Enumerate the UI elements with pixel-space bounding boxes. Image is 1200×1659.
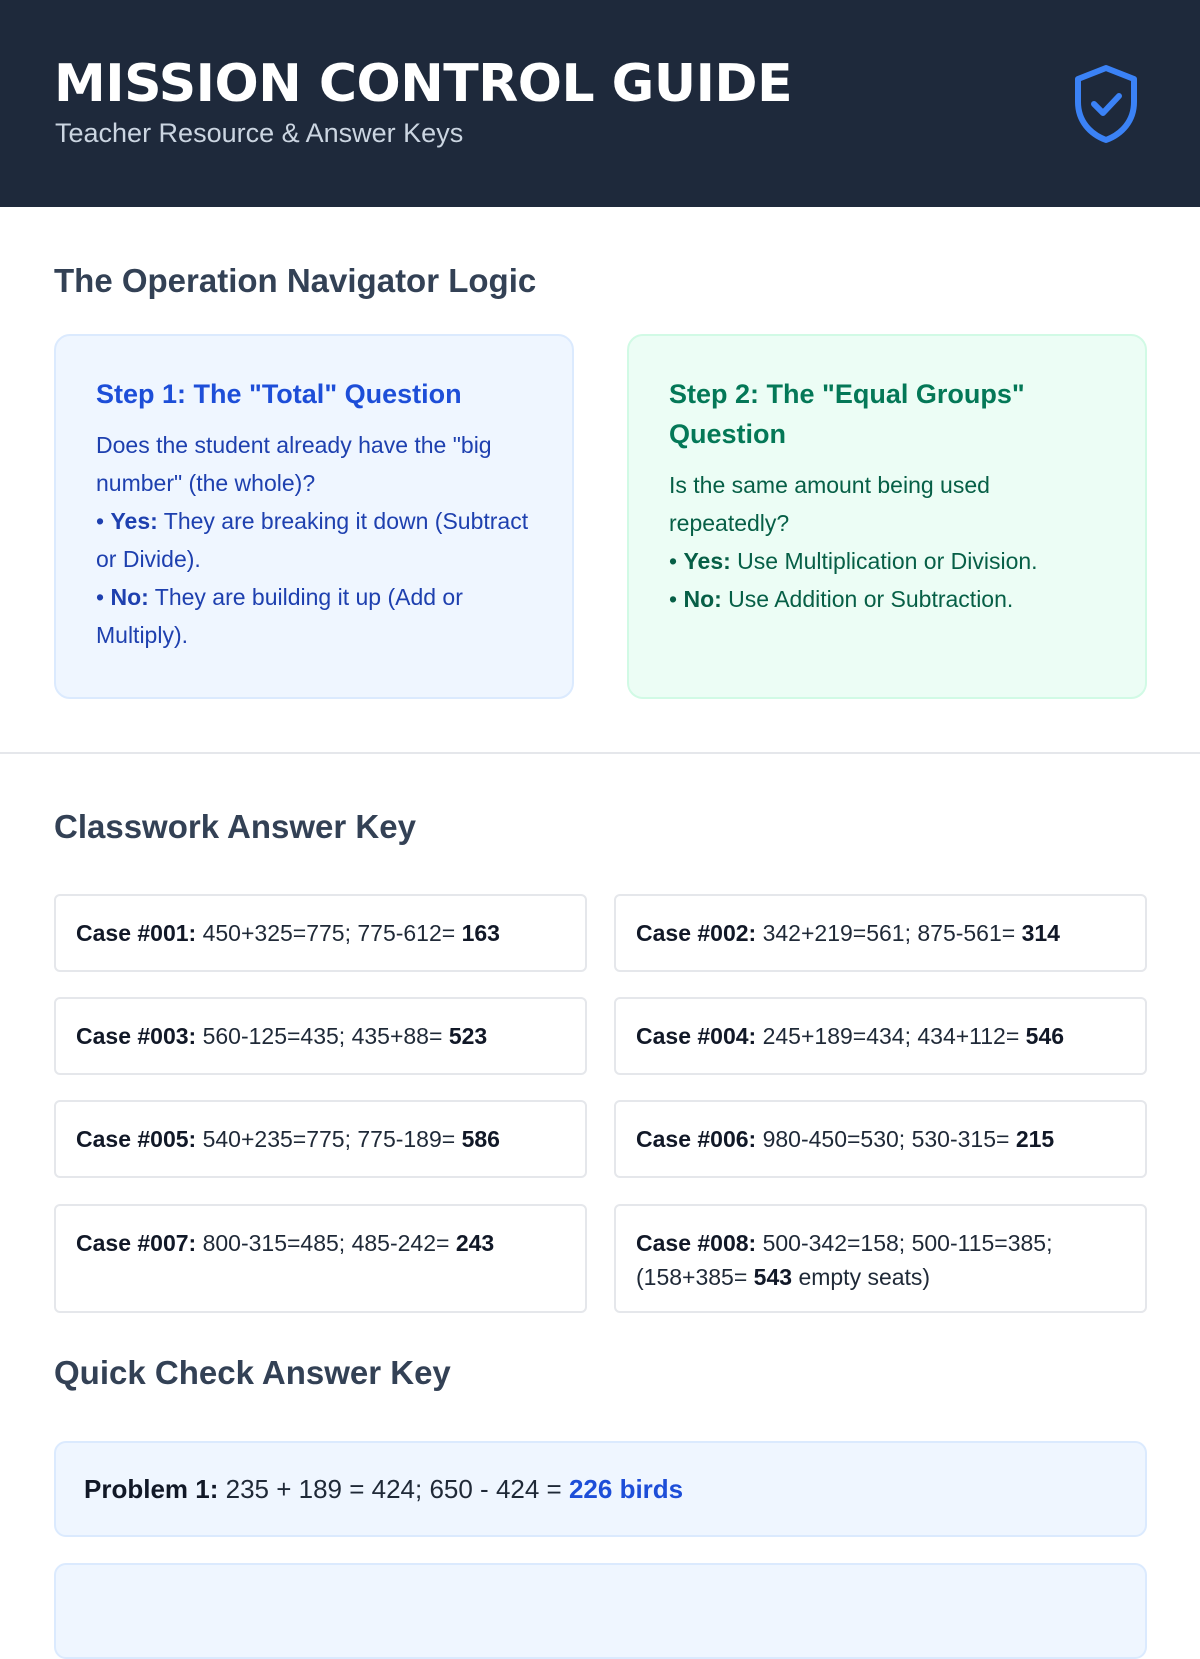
step2-yes-item: • Yes: Use Multiplication or Division. [669,548,1038,574]
case-label: Case #006: [636,1126,757,1152]
case-work: 560-125=435; 435+88= [202,1023,443,1049]
problem-work: 235 + 189 = 424; 650 - 424 = [225,1474,562,1504]
step1-yes-item: • Yes: They are breaking it down (Subtract or Divide). [96,508,529,572]
step2-yes-text: Use Multiplication or Division. [737,548,1038,574]
page-title: MISSION CONTROL GUIDE [54,54,793,114]
case-work: 245+189=434; 434+112= [762,1023,1020,1049]
shield-check-icon [1072,64,1140,144]
quick-check-problem [54,1563,1147,1659]
page-header [0,0,1200,207]
case-card [614,1100,1147,1178]
case-card [54,894,587,972]
case-card [614,894,1147,972]
step2-text: Is the same amount being used repeatedly? [669,472,990,536]
case-work: 342+219=561; 875-561= [762,920,1016,946]
case-label: Case #003: [76,1023,197,1049]
step2-no-label: No: [683,586,722,612]
step2-title: Step 2: The "Equal Groups" Question [669,379,1025,449]
step1-no-item: • No: They are building it up (Add or Multiply). [96,584,463,648]
case-suffix: empty seats) [798,1264,931,1290]
case-answer: 215 [1015,1126,1055,1152]
case-label: Case #008: [636,1230,757,1256]
step1-yes-text: They are breaking it down (Subtract or Divide). [96,508,529,572]
case-card [614,1204,1147,1313]
case-card [54,1204,587,1313]
case-label: Case #001: [76,920,197,946]
case-answer: 586 [461,1126,500,1152]
case-work: 800-315=485; 485-242= [202,1230,450,1256]
step1-text: Does the student already have the "big number" (the whole)? [96,432,492,496]
case-label: Case #002: [636,920,757,946]
case-answer: 523 [448,1023,488,1049]
step1-title: Step 1: The "Total" Question [96,379,462,409]
step2-no-text: Use Addition or Subtraction. [728,586,1014,612]
step1-card [54,334,574,699]
case-answer: 546 [1025,1023,1065,1049]
step2-card [627,334,1147,699]
step2-no-item: • No: Use Addition or Subtraction. [669,586,1014,612]
page-subtitle: Teacher Resource & Answer Keys [55,118,464,148]
case-answer: 543 [753,1264,793,1290]
case-label: Case #005: [76,1126,197,1152]
classwork-section-title: Classwork Answer Key [54,808,416,845]
navigator-section-title: The Operation Navigator Logic [54,262,537,299]
problem-answer: 226 birds [568,1474,684,1504]
case-card [614,997,1147,1075]
case-card [54,997,587,1075]
problem-label: Problem 1: [84,1474,219,1504]
case-work: 980-450=530; 530-315= [762,1126,1010,1152]
section-divider [0,752,1200,754]
step1-no-text: They are building it up (Add or Multiply). [96,584,463,648]
step2-yes-label: Yes: [683,548,731,574]
case-answer: 163 [461,920,500,946]
case-answer: 243 [455,1230,495,1256]
case-work: 450+325=775; 775-612= [202,920,456,946]
quick-check-section-title: Quick Check Answer Key [54,1354,451,1391]
case-work: 500-342=158; 500-115=385; (158+385= [636,1230,1053,1290]
case-work: 540+235=775; 775-189= [202,1126,456,1152]
case-label: Case #004: [636,1023,757,1049]
case-label: Case #007: [76,1230,197,1256]
quick-check-problem [54,1441,1147,1537]
step1-yes-label: Yes: [110,508,158,534]
case-card [54,1100,587,1178]
case-answer: 314 [1021,920,1060,946]
step1-no-label: No: [110,584,149,610]
